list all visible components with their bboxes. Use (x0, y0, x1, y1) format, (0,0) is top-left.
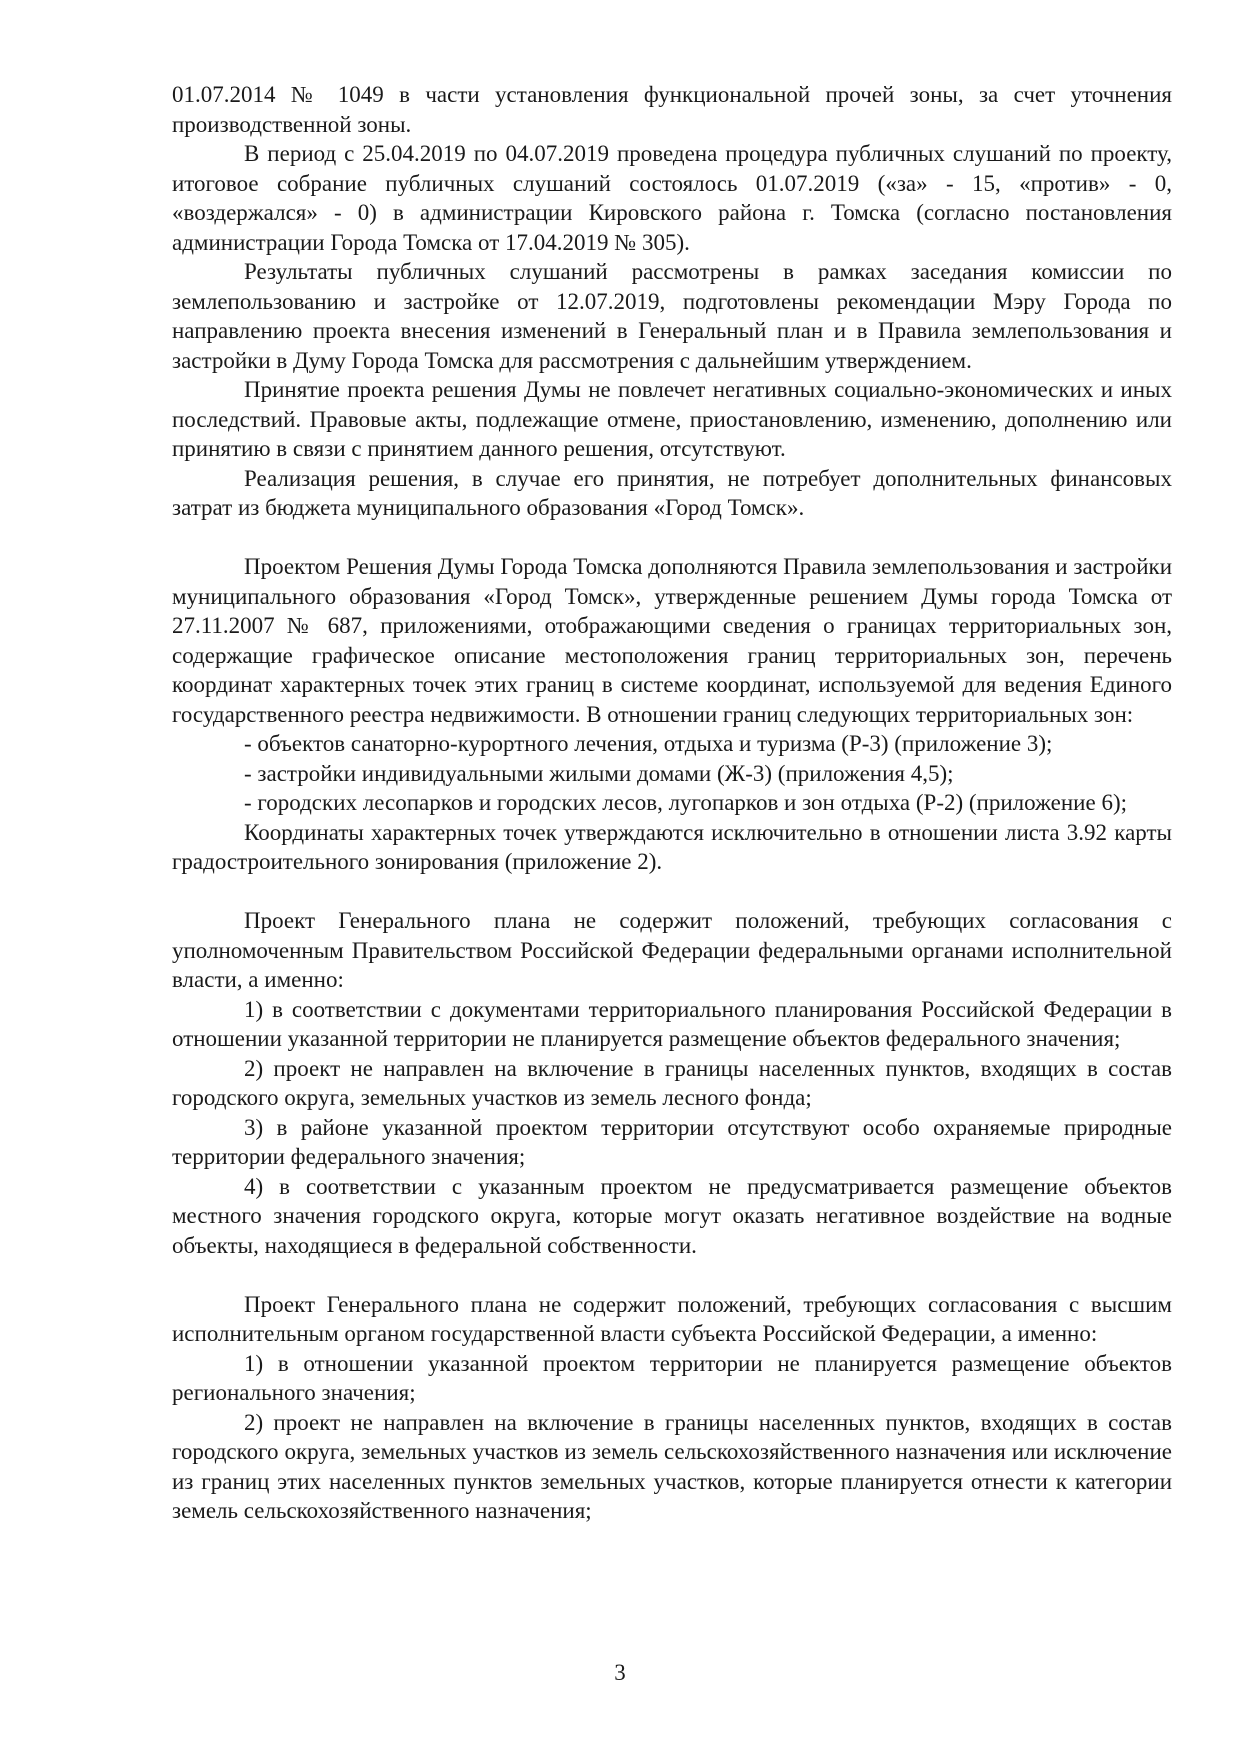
paragraph: Результаты публичных слушаний рассмотрены в рамках заседания комиссии по землепользованию и застройке от 12.07.2019, подготовлены рекомендации Мэру Города по направлению проекта внесения изменений в Генеральный план и в Правила землепользования и застройки в Думу Города Томска для рассмотрения с дальнейшим утверждением. (172, 259, 1172, 373)
paragraph: 2) проект не направлен на включение в границы населенных пунктов, входящих в состав городского округа, земельных участков из земель лесного фонда; (172, 1055, 1172, 1110)
paragraph: - объектов санаторно-курортного лечения, отдыха и туризма (Р-3) (приложение 3); (244, 731, 1053, 756)
paragraph: 4) в соответствии с указанным проектом не предусматривается размещение объектов местного значения городского округа, которые могут оказать негативное воздействие на водные объекты, находящиеся в федеральной собственности. (172, 1173, 1172, 1258)
paragraph: 2) проект не направлен на включение в границы населенных пунктов, входящих в состав городского округа, земельных участков из земель сельскохозяйственного назначения или исключение из границ этих населенных пунктов земельных участков, которые планируется отнести к категории земель сельскохозяйственного назначения; (172, 1409, 1172, 1523)
paragraph: - застройки индивидуальными жилыми домами (Ж-3) (приложения 4,5); (244, 760, 954, 786)
document-body (172, 80, 1172, 1526)
paragraph: 1) в соответствии с документами территориального планирования Российской Федерации в отношении указанной территории не планируется размещение объектов федерального значения; (172, 996, 1172, 1051)
page-number: 3 (614, 1660, 626, 1685)
paragraph: Проект Генерального плана не содержит положений, требующих согласования с высшим исполнительным органом государственной власти субъекта Российской Федерации, а именно: (172, 1291, 1172, 1346)
paragraph: Координаты характерных точек утверждаются исключительно в отношении листа 3.92 карты градостроительного зонирования (приложение 2). (172, 819, 1172, 874)
paragraph: 1) в отношении указанной проектом территории не планируется размещение объектов регионального значения; (172, 1350, 1172, 1405)
paragraph: 3) в районе указанной проектом территории отсутствуют особо охраняемые природные территории федерального значения; (172, 1114, 1172, 1169)
paragraph: Принятие проекта решения Думы не повлечет негативных социально-экономических и иных последствий. Правовые акты, подлежащие отмене, приостановлению, изменению, дополнению или принятию в связи с принятием данного решения, отсутствуют. (172, 377, 1172, 461)
paragraph: Проект Генерального плана не содержит положений, требующих согласования с уполномоченным Правительством Российской Федерации федеральными органами исполнительной власти, а именно: (172, 908, 1172, 992)
paragraph: Реализация решения, в случае его принятия, не потребует дополнительных финансовых затрат из бюджета муниципального образования «Город Томск». (172, 465, 1172, 520)
paragraph: - городских лесопарков и городских лесов, лугопарков и зон отдыха (Р-2) (приложение 6); (244, 790, 1127, 815)
paragraph: 01.07.2014 № 1049 в части установления функциональной прочей зоны, за счет уточнения производственной зоны. (172, 82, 1172, 137)
paragraph: Проектом Решения Думы Города Томска дополняются Правила землепользования и застройки муниципального образования «Город Томск», утвержденные решением Думы города Томска от 27.11.2007 № 687, приложениями, отображающими сведения о границах территориальных зон, содержащие графическое описание местоположения границ территориальных зон, перечень координат характерных точек этих границ в системе координат, используемой для ведения Единого государственного реестра недвижимости. В отношении границ следующих территориальных зон: (172, 554, 1172, 727)
paragraph: В период с 25.04.2019 по 04.07.2019 проведена процедура публичных слушаний по проекту, итоговое собрание публичных слушаний состоялось 01.07.2019 («за» - 15, «против» - 0, «воздержался» - 0) в администрации Кировского района г. Томска (согласно постановления администрации Города Томска от 17.04.2019 № 305). (172, 141, 1172, 255)
